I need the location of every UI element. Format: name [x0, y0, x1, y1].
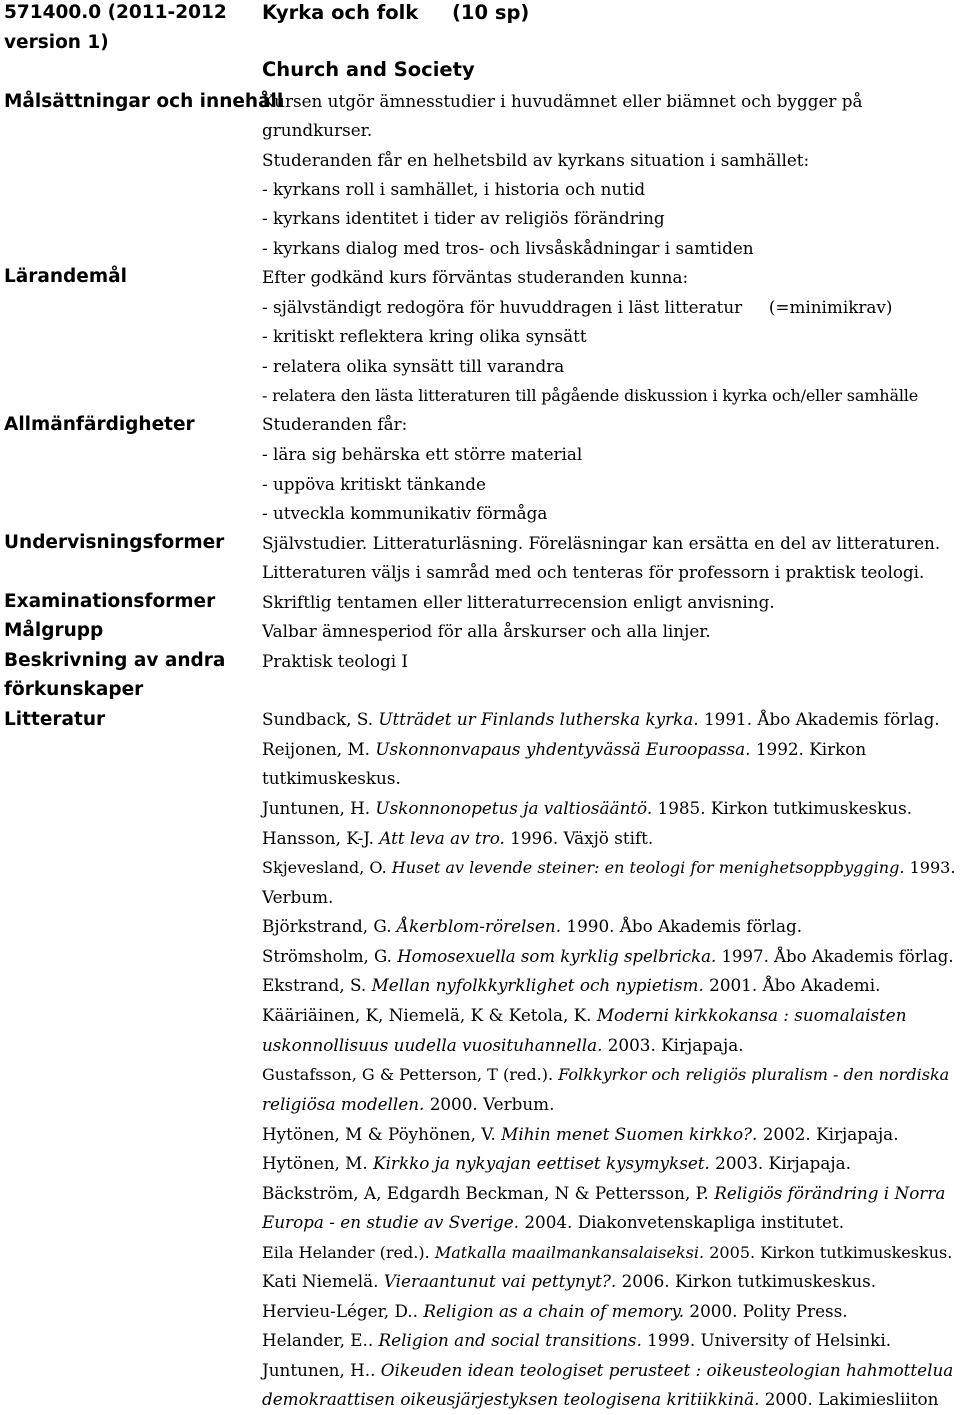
text-line: - relatera den lästa litteraturen till pågående diskussion i kyrka och/eller samhälle	[262, 386, 919, 405]
text-line: - kyrkans identitet i tider av religiös förändring	[262, 208, 665, 228]
label-examinationsformer: Examinationsformer	[4, 591, 216, 612]
text-line: Efter godkänd kurs förväntas studeranden kunna:	[262, 267, 689, 287]
text-line: Kursen utgör ämnesstudier i huvudämnet eller biämnet och bygger på	[262, 91, 863, 111]
literature-line: Strömsholm, G. Homosexuella som kyrklig spelbricka. 1997. Åbo Akademis förlag.	[262, 947, 954, 966]
course-title-sv: Kyrka och folk	[262, 1, 419, 24]
literature-line: Kääriäinen, K, Niemelä, K & Ketola, K. Moderni kirkkokansa : suomalaisten	[262, 1005, 907, 1025]
literature-line: Europa - en studie av Sverige. 2004. Diakonvetenskapliga institutet.	[262, 1212, 845, 1232]
label-litteratur: Litteratur	[4, 709, 106, 730]
literature-line: Helander, E.. Religion and social transitions. 1999. University of Helsinki.	[262, 1330, 892, 1350]
literature-line: Gustafsson, G & Petterson, T (red.). Folkkyrkor och religiös pluralism - den nordiska	[262, 1065, 950, 1084]
course-credits: (10 sp)	[452, 1, 530, 24]
label-forkunskaper: förkunskaper	[4, 679, 144, 700]
beskrivning-content: Praktisk teologi I	[262, 651, 409, 671]
literature-line: Hervieu-Léger, D.. Religion as a chain of memory. 2000. Polity Press.	[262, 1301, 848, 1321]
label-larandemal: Lärandemål	[4, 266, 127, 287]
label-allmanfardigheter: Allmänfärdigheter	[4, 414, 195, 435]
literature-line: Eila Helander (red.). Matkalla maailmankansalaiseksi. 2005. Kirkon tutkimuskeskus.	[262, 1243, 953, 1262]
course-title-en: Church and Society	[262, 58, 475, 81]
label-beskrivning: Beskrivning av andra	[4, 650, 226, 671]
text-line: Självstudier. Litteraturläsning. Föreläsningar kan ersätta en del av litteraturen.	[262, 533, 941, 553]
text-line: - uppöva kritiskt tänkande	[262, 474, 486, 494]
label-undervisningsformer: Undervisningsformer	[4, 532, 225, 553]
literature-line: Björkstrand, G. Åkerblom-rörelsen. 1990. Åbo Akademis förlag.	[262, 916, 803, 936]
text-line: - lära sig behärska ett större material	[262, 444, 583, 464]
text-line: - relatera olika synsätt till varandra	[262, 356, 565, 376]
literature-line: Hansson, K-J. Att leva av tro. 1996. Växjö stift.	[262, 828, 654, 848]
literature-line: Kati Niemelä. Vieraantunut vai pettynyt?. 2006. Kirkon tutkimuskeskus.	[262, 1271, 877, 1291]
literature-line: Skjevesland, O. Huset av levende steiner: en teologi for menighetsoppbygging. 1993.	[262, 858, 956, 877]
course-version: version 1)	[4, 32, 109, 53]
text-line: - kyrkans roll i samhället, i historia och nutid	[262, 179, 646, 199]
label-malsattningar: Målsättningar och innehåll	[4, 91, 284, 112]
literature-line: Reijonen, M. Uskonnonvapaus yhdentyvässä Euroopassa. 1992. Kirkon	[262, 739, 867, 759]
literature-line: Hytönen, M. Kirkko ja nykyajan eettiset kysymykset. 2003. Kirjapaja.	[262, 1153, 851, 1173]
literature-line: Hytönen, M & Pöyhönen, V. Mihin menet Suomen kirkko?. 2002. Kirjapaja.	[262, 1124, 899, 1144]
literature-line: Juntunen, H.. Oikeuden idean teologiset perusteet : oikeusteologian hahmottelua	[262, 1360, 954, 1380]
literature-line: tutkimuskeskus.	[262, 768, 401, 788]
literature-line: demokraattisen oikeusjärjestyksen teologisena kritiikkinä. 2000. Lakimiesliiton	[262, 1389, 939, 1409]
course-code: 571400.0 (2011-2012	[4, 2, 227, 23]
text-line: Studeranden får en helhetsbild av kyrkans situation i samhället:	[262, 150, 810, 170]
literature-line: religiösa modellen. 2000. Verbum.	[262, 1094, 555, 1114]
text-line: - kyrkans dialog med tros- och livsåskådningar i samtiden	[262, 238, 754, 258]
literature-line: uskonnollisuus uudella vuosituhannella. 2003. Kirjapaja.	[262, 1035, 744, 1055]
examinationsformer-content: Skriftlig tentamen eller litteraturrecension enligt anvisning.	[262, 592, 775, 612]
literature-line: Bäckström, A, Edgardh Beckman, N & Pettersson, P. Religiös förändring i Norra	[262, 1183, 946, 1203]
text-line: - utveckla kommunikativ förmåga	[262, 503, 548, 523]
literature-line: Verbum.	[262, 887, 334, 907]
label-malgrupp: Målgrupp	[4, 620, 104, 641]
text-line: - kritiskt reflektera kring olika synsätt	[262, 326, 587, 346]
text-line: Litteraturen väljs i samråd med och tenteras för professorn i praktisk teologi.	[262, 562, 925, 582]
text-line: - självständigt redogöra för huvuddragen i läst litteratur (=minimikrav)	[262, 297, 893, 317]
malgrupp-content: Valbar ämnesperiod för alla årskurser och alla linjer.	[262, 621, 711, 641]
literature-line: Sundback, S. Utträdet ur Finlands lutherska kyrka. 1991. Åbo Akademis förlag.	[262, 709, 940, 729]
text-line: Studeranden får:	[262, 414, 408, 434]
text-line: grundkurser.	[262, 120, 373, 140]
literature-line: Juntunen, H. Uskonnonopetus ja valtiosääntö. 1985. Kirkon tutkimuskeskus.	[262, 798, 913, 818]
literature-line: Ekstrand, S. Mellan nyfolkkyrklighet och nypietism. 2001. Åbo Akademi.	[262, 975, 881, 995]
